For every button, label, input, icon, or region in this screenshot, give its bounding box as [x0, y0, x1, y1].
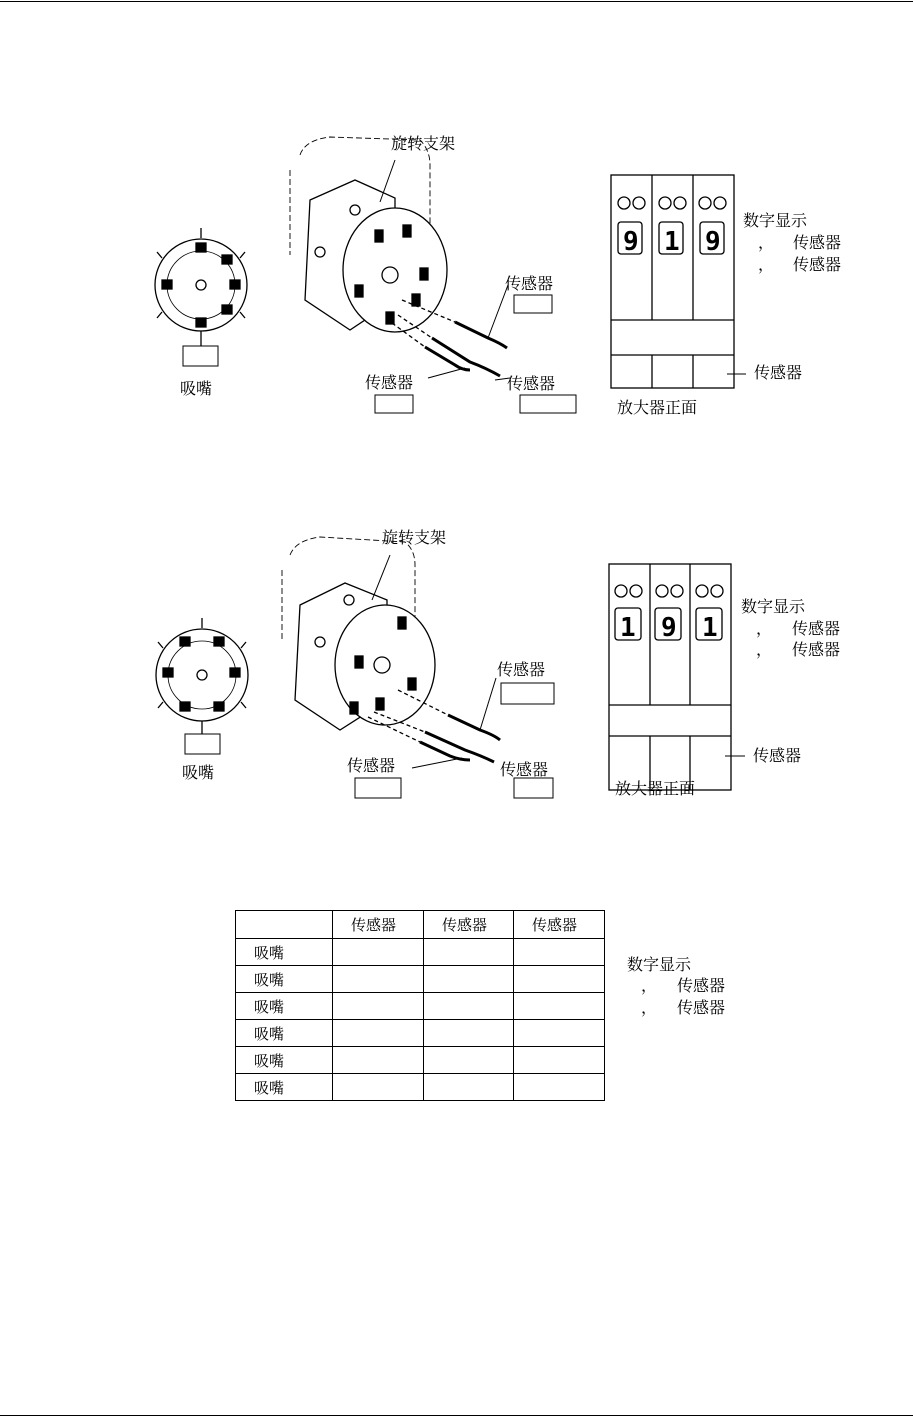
table-note-line2-label: 传感器 — [677, 998, 726, 1017]
amp-front-label: 放大器正面 — [615, 779, 696, 798]
rotary-holder-drawing — [290, 137, 447, 332]
table-cell — [514, 993, 605, 1020]
table-cell — [333, 993, 424, 1020]
figure-2 — [0, 520, 913, 810]
table-row — [236, 1074, 605, 1101]
table-note-line2-sep: ， — [641, 998, 658, 1017]
table-cell — [333, 1074, 424, 1101]
svg-text:1: 1 — [702, 613, 718, 643]
amp-sensor-label: 传感器 — [753, 746, 802, 765]
display-line1-label: 传感器 — [793, 233, 842, 252]
table-cell — [424, 993, 514, 1020]
table-cell — [424, 966, 514, 993]
table-cell — [424, 1074, 514, 1101]
table-cell: 吸嘴 — [236, 939, 333, 966]
table-cell — [333, 1020, 424, 1047]
display-line2-sep: ， — [756, 640, 773, 659]
table-cell — [333, 966, 424, 993]
table-header-row — [236, 911, 605, 939]
display-caption: 数字显示 — [741, 597, 806, 616]
table-row — [236, 1047, 605, 1074]
nozzle-disk-diagram — [156, 618, 248, 754]
amp-sensor-label: 传感器 — [754, 363, 803, 382]
table-cell — [514, 1020, 605, 1047]
table-note-line1-sep: ， — [641, 976, 658, 995]
table-cell: 吸嘴 — [236, 1020, 333, 1047]
nozzle-label: 吸嘴 — [182, 763, 215, 782]
bottom-rule — [0, 1415, 913, 1416]
amp-front-label: 放大器正面 — [617, 398, 698, 417]
holder-label: 旋转支架 — [382, 528, 447, 547]
sensor-left-label: 传感器 — [365, 373, 414, 392]
svg-text:1: 1 — [664, 227, 680, 257]
results-table — [235, 910, 605, 1101]
table-note-line1-label: 传感器 — [677, 976, 726, 995]
table-row — [236, 993, 605, 1020]
sensor-right-label: 传感器 — [500, 760, 549, 779]
sensor-top-label: 传感器 — [505, 274, 554, 293]
table-header-cell: 传感器 — [424, 911, 514, 939]
nozzle-disk-diagram — [155, 228, 247, 366]
display-line1-sep: ， — [758, 233, 775, 252]
table-cell: 吸嘴 — [236, 1074, 333, 1101]
table-cell — [514, 1074, 605, 1101]
table-cell — [333, 1047, 424, 1074]
sensor-top-label: 传感器 — [497, 660, 546, 679]
table-row — [236, 1020, 605, 1047]
rotary-holder-drawing — [282, 537, 435, 730]
display-line1-sep: ， — [756, 619, 773, 638]
sensor-left-label: 传感器 — [347, 756, 396, 775]
display-line2-label: 传感器 — [793, 255, 842, 274]
holder-label: 旋转支架 — [391, 134, 456, 153]
sensor-right-label: 传感器 — [507, 374, 556, 393]
svg-text:9: 9 — [661, 613, 677, 643]
amplifier-front-drawing — [611, 175, 746, 388]
table-cell — [514, 966, 605, 993]
table-cell — [424, 1020, 514, 1047]
amplifier-front-drawing — [609, 564, 745, 790]
display-caption: 数字显示 — [743, 211, 808, 230]
display-line2-label: 传感器 — [792, 640, 841, 659]
figure-2-drawing — [0, 520, 913, 810]
table-row — [236, 939, 605, 966]
figure-1 — [0, 0, 913, 430]
table-cell — [514, 939, 605, 966]
display-line1-label: 传感器 — [792, 619, 841, 638]
display-line2-sep: ， — [758, 255, 775, 274]
table-header-cell: 传感器 — [514, 911, 605, 939]
table-row — [236, 966, 605, 993]
table-cell — [424, 939, 514, 966]
table-cell — [514, 1047, 605, 1074]
svg-text:9: 9 — [623, 227, 639, 257]
table-cell: 吸嘴 — [236, 1047, 333, 1074]
svg-text:1: 1 — [620, 613, 636, 643]
table-cell — [424, 1047, 514, 1074]
svg-text:9: 9 — [705, 227, 721, 257]
table-cell: 吸嘴 — [236, 966, 333, 993]
table-cell — [333, 939, 424, 966]
nozzle-label: 吸嘴 — [180, 379, 213, 398]
table-note-caption: 数字显示 — [627, 955, 692, 974]
table-header-cell — [236, 911, 333, 939]
table-cell: 吸嘴 — [236, 993, 333, 1020]
table-header-cell: 传感器 — [333, 911, 424, 939]
